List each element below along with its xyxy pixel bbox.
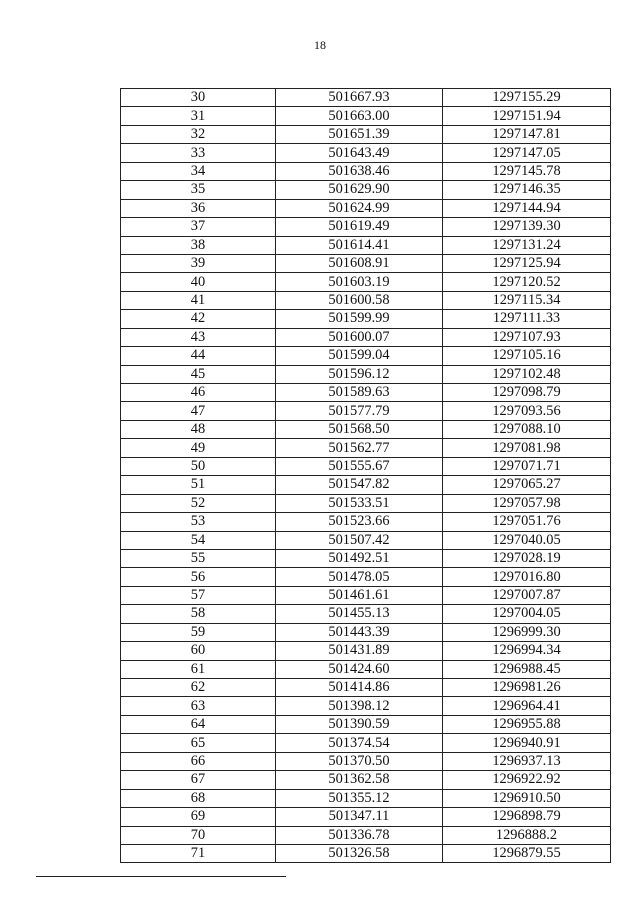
y-coordinate-cell: 1297081.98 bbox=[443, 439, 611, 457]
table-row bbox=[121, 808, 611, 826]
y-coordinate-cell: 1297115.34 bbox=[443, 291, 611, 309]
table-row bbox=[121, 89, 611, 107]
point-number-cell: 54 bbox=[121, 531, 276, 549]
y-coordinate-cell: 1297098.79 bbox=[443, 384, 611, 402]
x-coordinate-cell: 501629.90 bbox=[276, 181, 443, 199]
table-row bbox=[121, 199, 611, 217]
point-number-cell: 38 bbox=[121, 236, 276, 254]
point-number-cell: 67 bbox=[121, 771, 276, 789]
table-row bbox=[121, 623, 611, 641]
x-coordinate-cell: 501478.05 bbox=[276, 568, 443, 586]
y-coordinate-cell: 1297147.81 bbox=[443, 125, 611, 143]
point-number-cell: 50 bbox=[121, 457, 276, 475]
point-number-cell: 45 bbox=[121, 365, 276, 383]
table-row bbox=[121, 107, 611, 125]
table-row bbox=[121, 328, 611, 346]
x-coordinate-cell: 501507.42 bbox=[276, 531, 443, 549]
x-coordinate-cell: 501455.13 bbox=[276, 605, 443, 623]
point-number-cell: 52 bbox=[121, 494, 276, 512]
table-row bbox=[121, 734, 611, 752]
y-coordinate-cell: 1297057.98 bbox=[443, 494, 611, 512]
point-number-cell: 33 bbox=[121, 144, 276, 162]
table-row bbox=[121, 181, 611, 199]
y-coordinate-cell: 1296988.45 bbox=[443, 660, 611, 678]
point-number-cell: 59 bbox=[121, 623, 276, 641]
table-row bbox=[121, 642, 611, 660]
table-row bbox=[121, 844, 611, 862]
x-coordinate-cell: 501600.58 bbox=[276, 291, 443, 309]
table-row bbox=[121, 476, 611, 494]
x-coordinate-cell: 501398.12 bbox=[276, 697, 443, 715]
y-coordinate-cell: 1297139.30 bbox=[443, 218, 611, 236]
y-coordinate-cell: 1297120.52 bbox=[443, 273, 611, 291]
x-coordinate-cell: 501608.91 bbox=[276, 254, 443, 272]
y-coordinate-cell: 1297071.71 bbox=[443, 457, 611, 475]
footnote-rule bbox=[36, 876, 286, 877]
table-row bbox=[121, 826, 611, 844]
x-coordinate-cell: 501355.12 bbox=[276, 789, 443, 807]
page-number: 18 bbox=[314, 38, 326, 52]
x-coordinate-cell: 501424.60 bbox=[276, 660, 443, 678]
x-coordinate-cell: 501555.67 bbox=[276, 457, 443, 475]
x-coordinate-cell: 501390.59 bbox=[276, 715, 443, 733]
y-coordinate-cell: 1297004.05 bbox=[443, 605, 611, 623]
y-coordinate-cell: 1297007.87 bbox=[443, 586, 611, 604]
x-coordinate-cell: 501414.86 bbox=[276, 679, 443, 697]
table-row bbox=[121, 457, 611, 475]
point-number-cell: 69 bbox=[121, 808, 276, 826]
table-row bbox=[121, 494, 611, 512]
point-number-cell: 51 bbox=[121, 476, 276, 494]
y-coordinate-cell: 1296994.34 bbox=[443, 642, 611, 660]
point-number-cell: 68 bbox=[121, 789, 276, 807]
x-coordinate-cell: 501461.61 bbox=[276, 586, 443, 604]
x-coordinate-cell: 501600.07 bbox=[276, 328, 443, 346]
y-coordinate-cell: 1297155.29 bbox=[443, 89, 611, 107]
y-coordinate-cell: 1296922.92 bbox=[443, 771, 611, 789]
y-coordinate-cell: 1296937.13 bbox=[443, 752, 611, 770]
table-row bbox=[121, 236, 611, 254]
y-coordinate-cell: 1297107.93 bbox=[443, 328, 611, 346]
y-coordinate-cell: 1297144.94 bbox=[443, 199, 611, 217]
x-coordinate-cell: 501589.63 bbox=[276, 384, 443, 402]
point-number-cell: 62 bbox=[121, 679, 276, 697]
x-coordinate-cell: 501638.46 bbox=[276, 162, 443, 180]
table-row bbox=[121, 218, 611, 236]
point-number-cell: 31 bbox=[121, 107, 276, 125]
table-row bbox=[121, 144, 611, 162]
x-coordinate-cell: 501492.51 bbox=[276, 549, 443, 567]
y-coordinate-cell: 1297102.48 bbox=[443, 365, 611, 383]
y-coordinate-cell: 1296940.91 bbox=[443, 734, 611, 752]
table-row bbox=[121, 586, 611, 604]
point-number-cell: 41 bbox=[121, 291, 276, 309]
y-coordinate-cell: 1297093.56 bbox=[443, 402, 611, 420]
y-coordinate-cell: 1296964.41 bbox=[443, 697, 611, 715]
point-number-cell: 34 bbox=[121, 162, 276, 180]
point-number-cell: 49 bbox=[121, 439, 276, 457]
y-coordinate-cell: 1297147.05 bbox=[443, 144, 611, 162]
y-coordinate-cell: 1297088.10 bbox=[443, 420, 611, 438]
table-row bbox=[121, 660, 611, 678]
point-number-cell: 30 bbox=[121, 89, 276, 107]
point-number-cell: 43 bbox=[121, 328, 276, 346]
table-row bbox=[121, 752, 611, 770]
x-coordinate-cell: 501651.39 bbox=[276, 125, 443, 143]
point-number-cell: 55 bbox=[121, 549, 276, 567]
y-coordinate-cell: 1296999.30 bbox=[443, 623, 611, 641]
x-coordinate-cell: 501562.77 bbox=[276, 439, 443, 457]
coordinates-table bbox=[120, 88, 611, 863]
y-coordinate-cell: 1297040.05 bbox=[443, 531, 611, 549]
y-coordinate-cell: 1297105.16 bbox=[443, 347, 611, 365]
y-coordinate-cell: 1297145.78 bbox=[443, 162, 611, 180]
table-row bbox=[121, 697, 611, 715]
point-number-cell: 32 bbox=[121, 125, 276, 143]
y-coordinate-cell: 1296879.55 bbox=[443, 844, 611, 862]
y-coordinate-cell: 1296910.50 bbox=[443, 789, 611, 807]
point-number-cell: 56 bbox=[121, 568, 276, 586]
y-coordinate-cell: 1297051.76 bbox=[443, 513, 611, 531]
point-number-cell: 47 bbox=[121, 402, 276, 420]
y-coordinate-cell: 1297131.24 bbox=[443, 236, 611, 254]
x-coordinate-cell: 501374.54 bbox=[276, 734, 443, 752]
x-coordinate-cell: 501443.39 bbox=[276, 623, 443, 641]
point-number-cell: 35 bbox=[121, 181, 276, 199]
point-number-cell: 42 bbox=[121, 310, 276, 328]
x-coordinate-cell: 501599.04 bbox=[276, 347, 443, 365]
point-number-cell: 39 bbox=[121, 254, 276, 272]
table-row bbox=[121, 402, 611, 420]
table-row bbox=[121, 531, 611, 549]
point-number-cell: 58 bbox=[121, 605, 276, 623]
table-row bbox=[121, 384, 611, 402]
table-row bbox=[121, 789, 611, 807]
x-coordinate-cell: 501603.19 bbox=[276, 273, 443, 291]
x-coordinate-cell: 501667.93 bbox=[276, 89, 443, 107]
y-coordinate-cell: 1296981.26 bbox=[443, 679, 611, 697]
table-row bbox=[121, 715, 611, 733]
table-row bbox=[121, 273, 611, 291]
table-row bbox=[121, 420, 611, 438]
y-coordinate-cell: 1297151.94 bbox=[443, 107, 611, 125]
x-coordinate-cell: 501523.66 bbox=[276, 513, 443, 531]
table-row bbox=[121, 549, 611, 567]
x-coordinate-cell: 501596.12 bbox=[276, 365, 443, 383]
table-row bbox=[121, 439, 611, 457]
table-row bbox=[121, 568, 611, 586]
table-row bbox=[121, 679, 611, 697]
point-number-cell: 64 bbox=[121, 715, 276, 733]
point-number-cell: 60 bbox=[121, 642, 276, 660]
x-coordinate-cell: 501533.51 bbox=[276, 494, 443, 512]
point-number-cell: 57 bbox=[121, 586, 276, 604]
point-number-cell: 61 bbox=[121, 660, 276, 678]
x-coordinate-cell: 501547.82 bbox=[276, 476, 443, 494]
x-coordinate-cell: 501431.89 bbox=[276, 642, 443, 660]
table-row bbox=[121, 125, 611, 143]
y-coordinate-cell: 1297016.80 bbox=[443, 568, 611, 586]
point-number-cell: 40 bbox=[121, 273, 276, 291]
coordinates-table-body bbox=[121, 89, 611, 863]
point-number-cell: 63 bbox=[121, 697, 276, 715]
y-coordinate-cell: 1297146.35 bbox=[443, 181, 611, 199]
x-coordinate-cell: 501643.49 bbox=[276, 144, 443, 162]
point-number-cell: 36 bbox=[121, 199, 276, 217]
point-number-cell: 53 bbox=[121, 513, 276, 531]
x-coordinate-cell: 501336.78 bbox=[276, 826, 443, 844]
x-coordinate-cell: 501326.58 bbox=[276, 844, 443, 862]
x-coordinate-cell: 501663.00 bbox=[276, 107, 443, 125]
table-row bbox=[121, 162, 611, 180]
point-number-cell: 46 bbox=[121, 384, 276, 402]
point-number-cell: 65 bbox=[121, 734, 276, 752]
y-coordinate-cell: 1296898.79 bbox=[443, 808, 611, 826]
x-coordinate-cell: 501370.50 bbox=[276, 752, 443, 770]
point-number-cell: 70 bbox=[121, 826, 276, 844]
table-row bbox=[121, 254, 611, 272]
table-row bbox=[121, 771, 611, 789]
point-number-cell: 44 bbox=[121, 347, 276, 365]
x-coordinate-cell: 501624.99 bbox=[276, 199, 443, 217]
point-number-cell: 48 bbox=[121, 420, 276, 438]
table-row bbox=[121, 310, 611, 328]
table-row bbox=[121, 291, 611, 309]
table-row bbox=[121, 605, 611, 623]
x-coordinate-cell: 501568.50 bbox=[276, 420, 443, 438]
point-number-cell: 71 bbox=[121, 844, 276, 862]
y-coordinate-cell: 1297065.27 bbox=[443, 476, 611, 494]
x-coordinate-cell: 501347.11 bbox=[276, 808, 443, 826]
table-row bbox=[121, 365, 611, 383]
y-coordinate-cell: 1297125.94 bbox=[443, 254, 611, 272]
x-coordinate-cell: 501619.49 bbox=[276, 218, 443, 236]
y-coordinate-cell: 1297111.33 bbox=[443, 310, 611, 328]
y-coordinate-cell: 1297028.19 bbox=[443, 549, 611, 567]
table-row bbox=[121, 347, 611, 365]
point-number-cell: 66 bbox=[121, 752, 276, 770]
point-number-cell: 37 bbox=[121, 218, 276, 236]
y-coordinate-cell: 1296955.88 bbox=[443, 715, 611, 733]
y-coordinate-cell: 1296888.2 bbox=[443, 826, 611, 844]
x-coordinate-cell: 501614.41 bbox=[276, 236, 443, 254]
x-coordinate-cell: 501577.79 bbox=[276, 402, 443, 420]
x-coordinate-cell: 501599.99 bbox=[276, 310, 443, 328]
table-row bbox=[121, 513, 611, 531]
x-coordinate-cell: 501362.58 bbox=[276, 771, 443, 789]
